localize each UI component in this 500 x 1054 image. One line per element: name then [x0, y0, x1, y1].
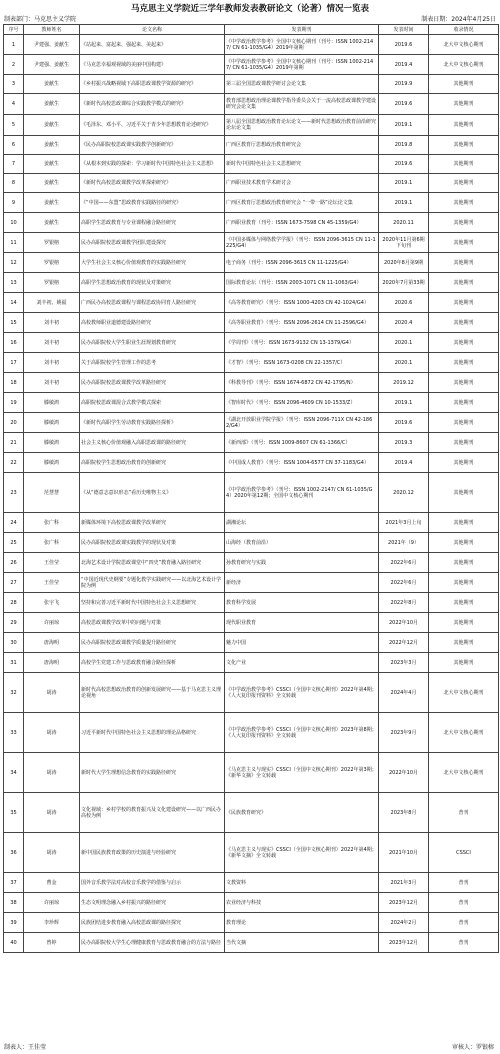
cell-journal: 广西职业技术教育学术研讨会 [225, 174, 379, 193]
cell-title: 坚持和完善习近平新时代中国特色社会主义思想研究 [80, 593, 225, 613]
cell-teacher: 罗银榕 [24, 273, 80, 293]
header-no: 序号 [4, 25, 24, 35]
cell-teacher: 姜献生 [24, 155, 80, 174]
cell-date: 2020.4 [379, 313, 429, 333]
cell-index: 其他期刊 [429, 533, 499, 553]
table-row [4, 94, 499, 115]
cell-date: 2019.1 [379, 174, 429, 193]
cell-index: 北大中文核心期刊 [429, 35, 499, 55]
table-header-row [4, 25, 499, 35]
cell-title: 《民办高职院校思政课实践教学创新研究》 [80, 136, 225, 155]
cell-date: 2020.6 [379, 293, 429, 313]
cell-index: 其他期刊 [429, 613, 499, 633]
cell-teacher: 姜献生 [24, 193, 80, 213]
cell-index: 北大中文核心期刊 [429, 55, 499, 75]
table-row [4, 873, 499, 893]
document-meta [4, 14, 496, 23]
table-row [4, 833, 499, 873]
cell-index: 其他期刊 [429, 233, 499, 253]
cell-teacher: 唐海明 [24, 653, 80, 673]
cell-journal: 《湖北开放职业学院学报》（刊号：ISSN 2096-711X CN 42-1862/G4） [225, 413, 379, 433]
table-row [4, 373, 499, 393]
table-row [4, 533, 499, 553]
cell-no: 36 [4, 833, 24, 873]
cell-title: “中国近现代史纲要”专题化教学实践研究——以北海艺术设计学院为例 [80, 573, 225, 593]
cell-teacher: 滕敏鸿 [24, 413, 80, 433]
table-row [4, 913, 499, 933]
cell-title: 习近平新时代中国特色社会主义思想的理论品格研究 [80, 713, 225, 753]
cell-teacher: 胡涛 [24, 713, 80, 753]
cell-no: 14 [4, 293, 24, 313]
cell-journal: 《中学政治教学参考》全国中文核心期刊（刊号：ISSN 1002-2147/ CN 61-1035/G4）2019年第期 [225, 55, 379, 75]
cell-index: 其他期刊 [429, 473, 499, 513]
cell-journal: 广西区教育厅思想政治教育研究会 “一带一路”论坛论文集 [225, 193, 379, 213]
cell-journal: 《才智》（刊号：ISSN 1673-0208 CN 22-1357/C） [225, 353, 379, 373]
cell-teacher: 胡涛 [24, 793, 80, 833]
cell-title: 社会主义核心价值观融入高职思政课的路径研究 [80, 433, 225, 453]
cell-index: CSSCI [429, 833, 499, 873]
cell-title: 文化视域：乡村学校的教育振兴及文化建设研究——以广西民办高校为例 [80, 793, 225, 833]
cell-title: 《马克思幸福观视域的美丽中国构建》 [80, 55, 225, 75]
cell-title: 高职院校学生思想政治教育的创新研究 [80, 453, 225, 473]
cell-teacher: 王佳莹 [24, 553, 80, 573]
cell-title: 生态文明理念融入乡村振兴的路径研究 [80, 893, 225, 913]
cell-no: 15 [4, 313, 24, 333]
cell-journal: 教育科学发展 [225, 593, 379, 613]
cell-date: 2019.3 [379, 433, 429, 453]
cell-title: 《新时代高校思政课综合实践教学模式的研究》 [80, 94, 225, 115]
cell-journal: 新经济 [225, 573, 379, 593]
cell-title: 高校思政课教学改革中的问题与对策 [80, 613, 225, 633]
cell-title: 民办高职院校思政课教学改革路径研究 [80, 373, 225, 393]
header-index: 收录情况 [429, 25, 499, 35]
table-body [4, 35, 499, 953]
cell-teacher: 姜献生 [24, 213, 80, 233]
cell-date: 2023年12月 [379, 893, 429, 913]
table-row [4, 136, 499, 155]
cell-teacher: 刘丰初 [24, 373, 80, 393]
cell-journal: 现代职业教育 [225, 613, 379, 633]
cell-date: 2023年12月 [379, 933, 429, 953]
cell-teacher: 范慧慧 [24, 473, 80, 513]
cell-title: 民办高职院校思政课教学质量提升路径研究 [80, 633, 225, 653]
table-row [4, 573, 499, 593]
cell-title: 民办高职院校思政课教学团队建设探究 [80, 233, 225, 253]
cell-index: 普刊 [429, 913, 499, 933]
cell-title: 新时代大学生理想信念教育的实践路径研究 [80, 753, 225, 793]
cell-index: 其他期刊 [429, 313, 499, 333]
cell-no: 37 [4, 873, 24, 893]
cell-index: 其他期刊 [429, 94, 499, 115]
cell-teacher: 尹建强、姜献生 [24, 55, 80, 75]
cell-date: 2020年11月第6期下旬刊 [379, 233, 429, 253]
table-row [4, 713, 499, 753]
cell-index: 其他期刊 [429, 174, 499, 193]
cell-teacher: 曹金 [24, 873, 80, 893]
cell-index: 其他期刊 [429, 433, 499, 453]
cell-no: 2 [4, 55, 24, 75]
cell-title: 关于高职院校学生管理工作的思考 [80, 353, 225, 373]
cell-title: 民办高职院校思政课实践教学的现状及对策 [80, 533, 225, 553]
cell-title: 《从“德意志意识形态”看历史唯物主义》 [80, 473, 225, 513]
cell-journal: 广西职业教育（刊号：ISSN 1673-7598 CN 45-1359/G4） [225, 213, 379, 233]
cell-date: 2019.6 [379, 155, 429, 174]
cell-no: 4 [4, 94, 24, 115]
cell-no: 20 [4, 413, 24, 433]
cell-index: 其他期刊 [429, 273, 499, 293]
cell-journal: 《中学政治教学参考》CSSCI（全国中文核心期刊）2023年第8期；《人大复印报刊资料》全文转载 [225, 713, 379, 753]
cell-title: 高校学生党建工作与思政教育融合路径探析 [80, 653, 225, 673]
cell-journal: 教育理论 [225, 913, 379, 933]
cell-journal: 《学周刊》（刊号：ISSN 1673-9132 CN 13-1379/G4） [225, 333, 379, 353]
table-row [4, 593, 499, 613]
table-row [4, 293, 499, 313]
table-row [4, 35, 499, 55]
table-row [4, 453, 499, 473]
cell-date: 2020.11 [379, 213, 429, 233]
cell-teacher: 许丽琼 [24, 613, 80, 633]
cell-index: 其他期刊 [429, 193, 499, 213]
table-row [4, 433, 499, 453]
cell-title: 国外音乐教学法对高校音乐教学的借鉴与启示 [80, 873, 225, 893]
cell-index: 普刊 [429, 933, 499, 953]
cell-no: 16 [4, 333, 24, 353]
table-row [4, 233, 499, 253]
cell-date: 2019.9 [379, 75, 429, 94]
cell-teacher: 滕敏鸿 [24, 393, 80, 413]
cell-date: 2020.1 [379, 333, 429, 353]
cell-journal: 文化产业 [225, 653, 379, 673]
table-row [4, 933, 499, 953]
cell-date: 2022年12月 [379, 633, 429, 653]
cell-journal: 《民族教育研究》 [225, 793, 379, 833]
cell-no: 28 [4, 593, 24, 613]
cell-index: 其他期刊 [429, 75, 499, 94]
cell-no: 35 [4, 793, 24, 833]
cell-title: 北海艺术设计学院思政课堂中“四史”教育融入路径研究 [80, 553, 225, 573]
cell-date: 2023年9月 [379, 713, 429, 753]
table-row [4, 753, 499, 793]
cell-index: 其他期刊 [429, 413, 499, 433]
cell-date: 2021年（9） [379, 533, 429, 553]
cell-title: 高职学生思想政治教育的现状及对策研究 [80, 273, 225, 293]
cell-date: 2019.6 [379, 94, 429, 115]
cell-index: 普刊 [429, 793, 499, 833]
cell-teacher: 王佳莹 [24, 573, 80, 593]
cell-no: 21 [4, 433, 24, 453]
cell-index: 其他期刊 [429, 633, 499, 653]
cell-teacher: 尹建强、姜献生 [24, 35, 80, 55]
cell-index: 北大中文核心期刊 [429, 753, 499, 793]
cell-title: 《新时代高职学生劳动教育实践路径探析》 [80, 413, 225, 433]
cell-index: 其他期刊 [429, 353, 499, 373]
cell-date: 2019.1 [379, 393, 429, 413]
cell-journal: 《马克思主义与现实》CSSCI（全国中文核心期刊）2022年第4期；《新华文摘》全文转载 [225, 833, 379, 873]
table-row [4, 393, 499, 413]
table-row [4, 353, 499, 373]
cell-index: 其他期刊 [429, 155, 499, 174]
cell-date: 2022年10月 [379, 753, 429, 793]
cell-teacher: 胡涛 [24, 673, 80, 713]
cell-no: 17 [4, 353, 24, 373]
cell-teacher: 姜献生 [24, 75, 80, 94]
cell-journal: 国际教育论坛（刊号：ISSN 2003-1071 CN 11-1063/G4） [225, 273, 379, 293]
cell-journal: 农业经济与科技 [225, 893, 379, 913]
cell-journal: 第三届全国思政课教学研讨会论文集 [225, 75, 379, 94]
cell-no: 27 [4, 573, 24, 593]
cell-no: 26 [4, 553, 24, 573]
header-date: 发表时间 [379, 25, 429, 35]
table-row [4, 633, 499, 653]
cell-title: 民办高职院校大学生职业生涯规划教育研究 [80, 333, 225, 353]
cell-date: 2019.1 [379, 193, 429, 213]
cell-title: 民办高职院校大学生心理健康教育与思政教育融合的方法与路径 [80, 933, 225, 953]
cell-index: 普刊 [429, 893, 499, 913]
table-row [4, 793, 499, 833]
table-row [4, 213, 499, 233]
cell-title: 广西民办高校思政课程与课程思政协同育人路径研究 [80, 293, 225, 313]
cell-journal: 新时代中国特色社会主义思想研究 [225, 155, 379, 174]
cell-date: 2019.1 [379, 115, 429, 136]
cell-index: 其他期刊 [429, 553, 499, 573]
cell-no: 3 [4, 75, 24, 94]
cell-no: 12 [4, 253, 24, 273]
cell-journal: 《科教导刊》（刊号：ISSN 1674-6872 CN 42-1795/N） [225, 373, 379, 393]
table-row [4, 174, 499, 193]
cell-index: 普刊 [429, 873, 499, 893]
table-row [4, 673, 499, 713]
cell-teacher: 罗银榕 [24, 233, 80, 253]
cell-date: 2020年8月第9期 [379, 253, 429, 273]
cell-no: 40 [4, 933, 24, 953]
cell-no: 32 [4, 673, 24, 713]
cell-index: 其他期刊 [429, 213, 499, 233]
cell-title: 大学生社会主义核心价值观教育的实践路径研究 [80, 253, 225, 273]
cell-teacher: 姜献生 [24, 136, 80, 155]
table-row [4, 193, 499, 213]
papers-table [3, 24, 499, 953]
table-row [4, 613, 499, 633]
cell-index: 其他期刊 [429, 136, 499, 155]
cell-date: 2022年8月 [379, 593, 429, 613]
table-row [4, 273, 499, 293]
cell-no: 34 [4, 753, 24, 793]
header-title: 论文名称 [80, 25, 225, 35]
cell-no: 13 [4, 273, 24, 293]
cell-teacher: 张广科 [24, 533, 80, 553]
table-row [4, 413, 499, 433]
cell-index: 其他期刊 [429, 253, 499, 273]
cell-journal: 教育部思想政治理论课教学指导委员会关于一流高校思政课教学建设研究会论文集 [225, 94, 379, 115]
date-label: 制表日期：2024年4月25日 [421, 16, 496, 23]
cell-date: 2019.8 [379, 136, 429, 155]
cell-journal: 魅力中国 [225, 633, 379, 653]
cell-date: 2021年10月 [379, 833, 429, 873]
cell-title: 高校教师职业道德建设路径研究 [80, 313, 225, 333]
cell-journal: 湖湘论坛 [225, 513, 379, 533]
cell-date: 2022年6月 [379, 553, 429, 573]
cell-date: 2023年8月 [379, 793, 429, 833]
cell-no: 30 [4, 633, 24, 653]
cell-no: 18 [4, 373, 24, 393]
cell-index: 其他期刊 [429, 333, 499, 353]
cell-journal: 《中国多媒体与网络教学学报》（刊号：ISSN 2096-3615 CN 11-1225/G4） [225, 233, 379, 253]
table-row [4, 155, 499, 174]
table-row [4, 553, 499, 573]
cell-journal: 《高等职业教育》（刊号：ISSN 2096-2614 CN 11-2596/G4） [225, 313, 379, 333]
header-teacher: 教师姓名 [24, 25, 80, 35]
cell-no: 1 [4, 35, 24, 55]
cell-index: 其他期刊 [429, 513, 499, 533]
cell-date: 2019.4 [379, 453, 429, 473]
cell-no: 5 [4, 115, 24, 136]
cell-teacher: 姜献生 [24, 94, 80, 115]
cell-no: 11 [4, 233, 24, 253]
cell-date: 2019.6 [379, 413, 429, 433]
cell-no: 19 [4, 393, 24, 413]
cell-date: 2023年3月 [379, 653, 429, 673]
cell-date: 2020.1 [379, 353, 429, 373]
cell-date: 2021年3月 [379, 873, 429, 893]
cell-teacher: 张宇飞 [24, 593, 80, 613]
table-row [4, 55, 499, 75]
cell-journal: 《中国成人教育》（刊号：ISSN 1004-6577 CN 37-1183/G4） [225, 453, 379, 473]
cell-teacher: 张广科 [24, 513, 80, 533]
cell-date: 2024年2月 [379, 913, 429, 933]
cell-journal: 《中学政治教学参考》（刊号：ISSN 1002-2147/ CN 61-1035/G4）2020年第12期；全国中文核心期刊 [225, 473, 379, 513]
table-row [4, 513, 499, 533]
cell-title: 《乡村振兴战略视域下高职思政课教学资源的研究》 [80, 75, 225, 94]
reviewed-by: 审核人：罗银榕 [451, 1044, 494, 1051]
cell-teacher: 唐海明 [24, 633, 80, 653]
table-row [4, 115, 499, 136]
cell-journal: 《智库时代》（刊号：ISSN 2096-4609 CN 10-1533/Z） [225, 393, 379, 413]
cell-teacher: 刘丰初 [24, 313, 80, 333]
table-row [4, 653, 499, 673]
table-row [4, 473, 499, 513]
cell-teacher: 姜献生 [24, 174, 80, 193]
cell-journal: 广西区教育厅思想政治教育研究会 [225, 136, 379, 155]
cell-title: 《站起来、富起来、强起来、美起来》 [80, 35, 225, 55]
cell-journal: 《新西部》（刊号：ISSN 1009-8607 CN 61-1366/C） [225, 433, 379, 453]
cell-index: 其他期刊 [429, 293, 499, 313]
cell-teacher: 许丽琼 [24, 893, 80, 913]
cell-no: 6 [4, 136, 24, 155]
cell-index: 其他期刊 [429, 393, 499, 413]
cell-date: 2022年6月 [379, 573, 429, 593]
cell-index: 其他期刊 [429, 453, 499, 473]
cell-teacher: 刘丰初 [24, 333, 80, 353]
cell-title: 《新时代高校思政课教学改革探索研究》 [80, 174, 225, 193]
cell-title: 高职院校思政课混合式教学模式探索 [80, 393, 225, 413]
cell-index: 北大中文核心期刊 [429, 713, 499, 753]
cell-date: 2020.12 [379, 473, 429, 513]
cell-index: 其他期刊 [429, 573, 499, 593]
document-title: 马克思主义学院近三学年教师发表教研论文（论著）情况一览表 [130, 4, 369, 14]
cell-date: 2019.4 [379, 55, 429, 75]
cell-date: 2024年4月 [379, 673, 429, 713]
cell-no: 39 [4, 913, 24, 933]
cell-journal: 《马克思主义与现实》CSSCI（全国中文核心期刊）2022年第3期；《新华文摘》全文转载 [225, 753, 379, 793]
cell-no: 7 [4, 155, 24, 174]
cell-title: 新中国民族教育政策的历史演进与经验研究 [80, 833, 225, 873]
cell-journal: 第八届全国思想政治教育论坛论文——新时代思想政治教育前沿研究论坛论文集 [225, 115, 379, 136]
cell-no: 31 [4, 653, 24, 673]
cell-no: 29 [4, 613, 24, 633]
cell-teacher: 曾婷 [24, 933, 80, 953]
cell-title: 《毛泽东、邓小平、习近平关于青少年思想教育论述研究》 [80, 115, 225, 136]
table-row [4, 313, 499, 333]
cell-journal: 文教资料 [225, 873, 379, 893]
cell-teacher: 姜献生 [24, 115, 80, 136]
cell-no: 9 [4, 193, 24, 213]
cell-title: 新媒体环境下高校思政课教学改革研究 [80, 513, 225, 533]
cell-no: 22 [4, 453, 24, 473]
table-row [4, 333, 499, 353]
cell-title: 《“中国——东盟”思政教育实践路径的研究》 [80, 193, 225, 213]
cell-date: 2019.6 [379, 35, 429, 55]
cell-title: 高职学生思政教育与专业课程融合路径研究 [80, 213, 225, 233]
cell-date: 2022年10月 [379, 613, 429, 633]
table-row [4, 253, 499, 273]
cell-journal: 《高等教育研究》（刊号：ISSN 1000-4203 CN 42-1024/G4） [225, 293, 379, 313]
cell-title: 民族团结进步教育融入高校思政课的路径探究 [80, 913, 225, 933]
cell-journal: 电子商务（刊号：ISSN 2096-3615 CN 11-1225/G4） [225, 253, 379, 273]
cell-teacher: 胡涛 [24, 833, 80, 873]
cell-journal: 孙教育研究与实践 [225, 553, 379, 573]
document-footer [4, 1042, 494, 1051]
cell-journal: 当代文摘 [225, 933, 379, 953]
cell-no: 10 [4, 213, 24, 233]
cell-no: 24 [4, 513, 24, 533]
cell-teacher: 滕敏鸿 [24, 453, 80, 473]
cell-no: 33 [4, 713, 24, 753]
header-journal: 发表期刊 [225, 25, 379, 35]
cell-index: 其他期刊 [429, 115, 499, 136]
cell-no: 25 [4, 533, 24, 553]
cell-journal: 《中学政治教学参考》CSSCI（全国中文核心期刊）2022年第4期；《人大复印报刊资料》全文转载 [225, 673, 379, 713]
dept-label: 制表部门：马克思主义学院 [4, 16, 77, 23]
cell-teacher: 滕敏鸿 [24, 433, 80, 453]
cell-title: 《从根本到实践的探索：学习新时代中国特色社会主义思想》 [80, 155, 225, 174]
cell-teacher: 李珍辉 [24, 913, 80, 933]
table-row [4, 893, 499, 913]
cell-no: 38 [4, 893, 24, 913]
cell-date: 2019.12 [379, 373, 429, 393]
cell-teacher: 罗银榕 [24, 253, 80, 273]
cell-no: 8 [4, 174, 24, 193]
cell-teacher: 刘丰初、姚福 [24, 293, 80, 313]
cell-journal: 《中学政治教学参考》全国中文核心期刊（刊号：ISSN 1002-2147/ CN 61-1035/G4）2019年第期 [225, 35, 379, 55]
cell-title: 新时代高校思想政治教育的创新发展研究——基于马克思主义理论视角 [80, 673, 225, 713]
cell-teacher: 胡涛 [24, 753, 80, 793]
table-row [4, 75, 499, 94]
prepared-by: 制表人：王佳莹 [4, 1044, 47, 1051]
cell-index: 其他期刊 [429, 653, 499, 673]
cell-index: 其他期刊 [429, 373, 499, 393]
cell-index: 其他期刊 [429, 593, 499, 613]
cell-date: 2020年7月第33期 [379, 273, 429, 293]
cell-no: 23 [4, 473, 24, 513]
cell-date: 2021年3月上旬 [379, 513, 429, 533]
cell-journal: 山海经（教育前沿） [225, 533, 379, 553]
cell-teacher: 刘丰初 [24, 353, 80, 373]
cell-index: 北大中文核心期刊 [429, 673, 499, 713]
